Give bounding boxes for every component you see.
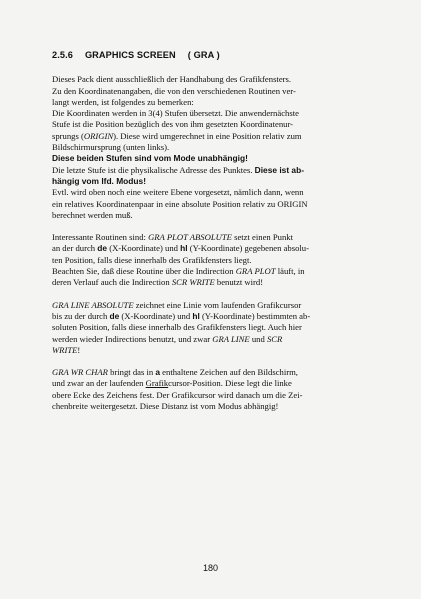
page-content [52,50,374,423]
text-line: Die Koordinaten werden in 3(4) Stufen übersetzt. Die anwendernächste [52,108,299,119]
text-span: Beachten Sie, daß diese Routine über die Indirection [52,266,236,277]
text-span: ). Diese wird umgerechnet in eine Position relativ zum [113,130,302,141]
section-number: 2.5.6 [52,50,73,60]
routine-name: GRA LINE ABSOLUTE [52,299,134,310]
origin-term: ORIGIN [83,130,114,141]
paragraph-gra-wr-char [52,367,374,412]
text-span: cursor-Position. Diese legt die linke [168,378,292,389]
text-line [52,334,374,345]
routine-name: GRA LINE [212,333,250,344]
text-line: obere Ecke des Zeichens fest. Der Grafikcursor wird danach um die Zei- [52,389,303,400]
text-line: Dieses Pack dient ausschließlich der Handhabung des Grafikfensters. [52,74,292,85]
text-line: ten Position, falls diese innerhalb des Grafikfensters liegt. [52,254,252,265]
register-name: a [155,367,161,378]
text-span: bis zu der durch [52,310,110,321]
text-line: chenbreite weitergesetzt. Diese Distanz ist vom Modus abhängig! [52,401,279,412]
text-line: ein relatives Koordinatenpaar in eine absolute Position relativ zu ORIGIN [52,198,308,209]
text-line [52,243,374,254]
text-span: bringt das in [107,367,156,378]
section-tag: ( GRA ) [187,50,220,60]
routine-name: GRA WR CHAR [52,367,108,378]
text-span: (Y-Koordinate) gegebenen absolu- [187,243,309,254]
text-line: soluten Position, falls diese innerhalb des Grafikfensters liegt. Auch hier [52,322,302,333]
text-line: Stufe ist die Position bezüglich des von ihm gesetzten Koordinatenur- [52,119,294,130]
text-line [52,345,374,356]
text-span: werden wieder Indirections benutzt, und zwar [52,333,213,344]
routine-name: GRA PLOT ABSOLUTE [148,232,232,243]
text-span: (X-Koordinate) und [107,243,181,254]
emphasis-line: hängig vom lfd. Modus! [52,175,146,186]
text-span: benutzt wird! [214,277,264,288]
text-span: sprungs ( [52,130,84,141]
text-line: Zu den Koordinatenangaben, die von den verschiedenen Routinen ver- [52,85,296,96]
text-span: ! [77,344,81,355]
routine-name: SCR WRITE [171,277,215,288]
page-number: 180 [202,563,219,573]
routine-name: GRA PLOT [235,266,276,277]
text-line [52,131,374,142]
text-line: Bildschirmursprung (unten links). [52,142,170,153]
text-span: deren Verlauf auch die Indirection [52,277,172,288]
register-name: hl [192,310,200,321]
text-line [52,232,374,243]
text-span: Die letzte Stufe ist die physikalische Adresse des Punktes. [52,164,255,175]
text-span: und zwar an der laufenden [52,378,146,389]
section-heading [52,50,374,61]
paragraph-gra-plot [52,232,374,288]
text-line [52,311,374,322]
routine-name: SCR [266,333,283,344]
text-span: Interessante Routinen sind: [52,232,149,243]
text-span: setzt einen Punkt [231,232,294,243]
underlined-term: Grafik [145,378,169,389]
text-span: läuft, in [275,266,305,277]
text-span: und [249,333,267,344]
text-line [52,367,374,378]
section-title: GRAPHICS SCREEN [84,50,176,60]
text-line: berechnet werden muß. [52,209,133,220]
text-span: enthaltene Zeichen auf den Bildschirm, [160,367,298,378]
register-name: de [109,310,120,321]
emphasis-line: Diese beiden Stufen sind vom Mode unabhängig! [52,153,248,164]
text-line [52,300,374,311]
text-span: (X-Koordinate) und [119,310,193,321]
text-span: zeichnet eine Linie vom laufenden Grafikcursor [133,299,302,310]
text-line [52,266,374,277]
emphasis-span: Diese ist ab- [254,164,304,175]
paragraph-coordinates [52,74,374,221]
register-name: hl [180,243,188,254]
text-line: langt werden, ist folgendes zu bemerken: [52,96,194,107]
paragraph-gra-line [52,300,374,356]
text-span: (Y-Koordinate) bestimmten ab- [199,310,311,321]
register-name: de [97,243,108,254]
text-line [52,165,374,176]
text-line: Evtl. wird oben noch eine weitere Ebene vorgesetzt, nämlich dann, wenn [52,187,304,198]
text-line [52,277,374,288]
text-line [52,378,374,389]
text-span: an der durch [52,243,98,254]
routine-name: WRITE [52,344,78,355]
